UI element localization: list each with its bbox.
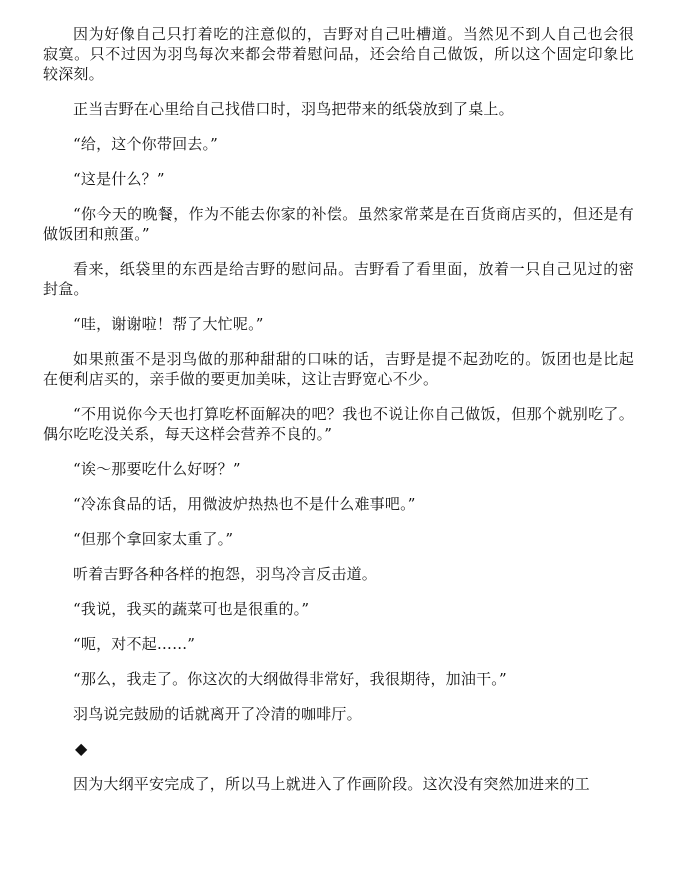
paragraph: “给，这个你带回去。” [73,135,219,153]
paragraph: 看来，纸袋里的东西是给吉野的慰问品。吉野看了看里面，放着一只自己见过的密封盒。 [43,260,634,298]
paragraph: “你今天的晚餐，作为不能去你家的补偿。虽然家常菜是在百货商店买的，但还是有做饭团和煎蛋。” [43,205,634,243]
paragraph: 因为好像自己只打着吃的注意似的，吉野对自己吐槽道。当然见不到人自己也会很寂寞。只不过因为羽鸟每次来都会带着慰问品，还会给自己做饭，所以这个固定印象比较深刻。 [43,25,634,83]
paragraph: “诶～那要吃什么好呀？” [73,460,241,478]
paragraph: “不用说你今天也打算吃杯面解决的吧？我也不说让你自己做饭，但那个就别吃了。偶尔吃吃没关系，每天这样会营养不良的。” [43,405,634,443]
paragraph: “但那个拿回家太重了。” [73,530,234,548]
paragraph: “呃，对不起……” [73,635,196,653]
paragraph: “我说，我买的蔬菜可也是很重的。” [73,600,310,618]
paragraph: 听着吉野各种各样的抱怨，羽鸟冷言反击道。 [73,565,378,583]
paragraph: 正当吉野在心里给自己找借口时，羽鸟把带来的纸袋放到了桌上。 [73,100,514,118]
paragraph: “那么，我走了。你这次的大纲做得非常好，我很期待，加油干。” [73,670,507,688]
paragraph: “冷冻食品的话，用微波炉热热也不是什么难事吧。” [73,495,416,513]
paragraph: 如果煎蛋不是羽鸟做的那种甜甜的口味的话，吉野是提不起劲吃的。饭团也是比起在便利店买的，亲手做的要更加美味，这让吉野宽心不少。 [43,350,634,388]
paragraph: 因为大纲平安完成了，所以马上就进入了作画阶段。这次没有突然加进来的工 [73,775,590,793]
section-break-diamond: ◆ [75,739,88,758]
paragraph: 羽鸟说完鼓励的话就离开了冷清的咖啡厅。 [73,705,362,723]
paragraph: “这是什么？” [73,170,165,188]
paragraph: “哇，谢谢啦！帮了大忙呢。” [73,315,264,333]
